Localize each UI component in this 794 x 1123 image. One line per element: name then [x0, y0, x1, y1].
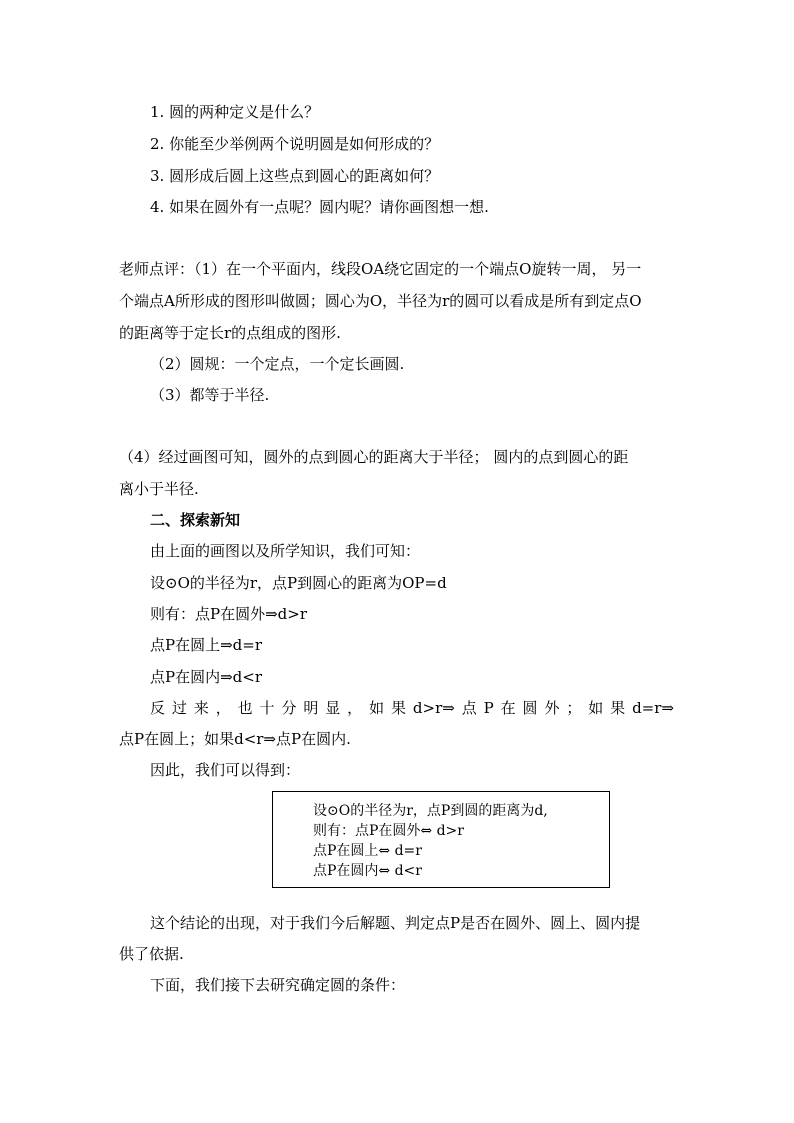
- comment-item-4-line-1: （4）经过画图可知，圆外的点到圆心的距离大于半径； 圆内的点到圆心的距: [119, 448, 629, 466]
- comment-line-3: 的距离等于定长r的点组成的图形.: [119, 324, 341, 342]
- converse-line-2: 点P在圆上；如果d<r⇒点P在圆内.: [119, 730, 351, 748]
- case-inside: 点P在圆内⇒d<r: [150, 668, 263, 686]
- next-topic-line: 下面，我们接下去研究确定圆的条件：: [150, 976, 406, 994]
- box-line-3: 点P在圆上⇔ d=r: [313, 843, 422, 859]
- box-line-1: 设⊙O的半径为r，点P到圆的距离为d,: [313, 803, 548, 819]
- conclusion-line-2: 供了依据.: [119, 945, 184, 963]
- case-on: 点P在圆上⇒d=r: [150, 636, 263, 654]
- therefore-line: 因此，我们可以得到：: [150, 761, 301, 779]
- question-2: 2. 你能至少举例两个说明圆是如何形成的？: [150, 135, 440, 153]
- converse-line-1: 反过来，也十分明显，如果d>r⇒点P在圆外；如果d=r⇒: [150, 699, 674, 717]
- comment-item-2: （2）圆规：一个定点，一个定长画圆.: [150, 355, 405, 373]
- conclusion-box: [272, 791, 610, 888]
- comment-item-4-line-2: 离小于半径.: [119, 480, 199, 498]
- box-line-2: 则有：点P在圆外⇔ d>r: [313, 823, 464, 839]
- comment-line-2: 个端点A所形成的图形叫做圆；圆心为O，半径为r的圆可以看成是所有到定点O: [119, 292, 642, 310]
- case-outside: 则有：点P在圆外⇒d>r: [150, 605, 308, 623]
- section-heading: 二、探索新知: [150, 511, 241, 529]
- conclusion-line-1: 这个结论的出现，对于我们今后解题、判定点P是否在圆外、圆上、圆内提: [150, 914, 641, 932]
- comment-item-3: （3）都等于半径.: [150, 386, 270, 404]
- question-1: 1. 圆的两种定义是什么？: [150, 103, 320, 121]
- section-intro: 由上面的画图以及所学知识，我们可知：: [150, 542, 421, 560]
- question-4: 4. 如果在圆外有一点呢？圆内呢？请你画图想一想.: [150, 198, 489, 216]
- box-line-4: 点P在圆内⇔ d<r: [313, 863, 422, 879]
- question-3: 3. 圆形成后圆上这些点到圆心的距离如何？: [150, 167, 440, 185]
- section-setup: 设⊙O的半径为r，点P到圆心的距离为OP=d: [150, 574, 447, 592]
- comment-line-1: 老师点评：（1）在一个平面内，线段OA绕它固定的一个端点O旋转一周， 另一: [119, 260, 642, 278]
